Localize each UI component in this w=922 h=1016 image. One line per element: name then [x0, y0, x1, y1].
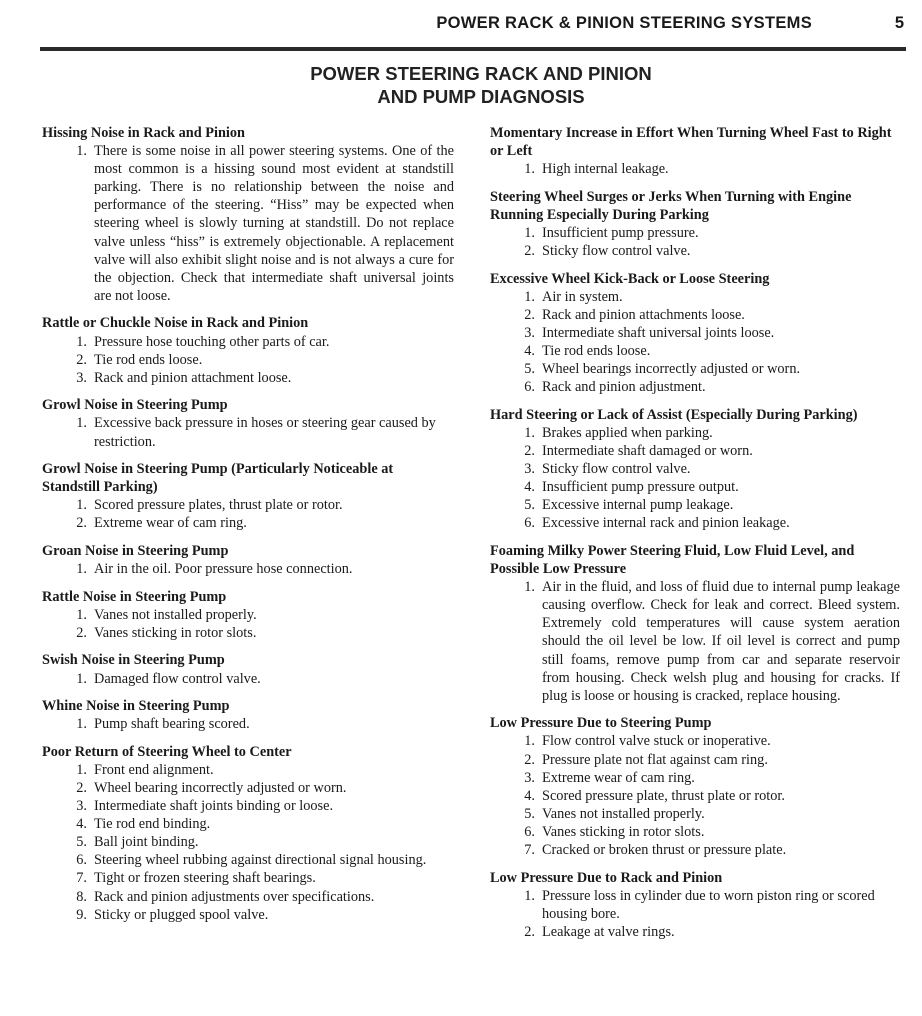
list-item-number: 2.	[524, 306, 535, 323]
section-heading: Hissing Noise in Rack and Pinion	[42, 125, 245, 141]
section-heading: Low Pressure Due to Steering Pump	[490, 715, 712, 732]
list-item-number: 1.	[76, 333, 87, 350]
list-item-text: Vanes not installed properly.	[542, 805, 705, 822]
list-item-text: Sticky flow control valve.	[542, 243, 691, 260]
section-heading: Steering Wheel Surges or Jerks When Turning with Engine Running Especially During Parking	[490, 188, 852, 223]
list-item	[490, 769, 900, 787]
list-item-number: 2.	[76, 624, 87, 641]
list-item-number: 2.	[524, 443, 535, 459]
list-item-number: 1.	[76, 415, 87, 432]
section-heading: Poor Return of Steering Wheel to Center	[42, 743, 292, 760]
list-item	[490, 514, 900, 532]
list-item	[42, 888, 454, 906]
list-item	[490, 224, 900, 242]
list-item	[42, 351, 454, 369]
list-item-number: 1.	[76, 670, 87, 687]
list-item-text: Extreme wear of cam ring.	[94, 515, 247, 532]
list-item	[42, 496, 454, 514]
list-item-number: 4.	[76, 816, 87, 833]
list-item-number: 7.	[76, 870, 87, 887]
list-item	[490, 732, 900, 750]
diagnosis-section	[42, 651, 454, 687]
diagnosis-section	[490, 188, 900, 260]
list-item	[42, 560, 454, 578]
list-item	[490, 306, 900, 324]
list-item-number: 2.	[524, 243, 535, 260]
page-header	[0, 14, 922, 38]
list-item-number: 5.	[524, 361, 535, 378]
list-item-text: Tie rod ends loose.	[94, 351, 203, 368]
section-heading: Low Pressure Due to Rack and Pinion	[490, 869, 723, 886]
list-item-text: Air in system.	[542, 288, 623, 305]
list-item	[490, 823, 900, 841]
list-item-text: Brakes applied when parking.	[542, 424, 713, 441]
list-item-text: There is some noise in all power steering systems. One of the most common is a hissing sound most evident at standstill parking. There is no relationship between the noise and performance of the steering. “Hiss” may be expected when steering wheel is slowly turning at standstill. Do not replace valve unless “hiss” is extremely objectionable. A replacement valve will also exhibit slight noise and is not always a cure for the objection. Check that intermediate shaft universal joints are not loose.	[94, 143, 454, 304]
list-item-number: 6.	[524, 379, 535, 396]
list-item-number: 2.	[76, 515, 87, 532]
list-item	[490, 923, 900, 941]
list-item-text: Intermediate shaft joints binding or loose.	[94, 798, 334, 815]
list-item	[490, 360, 900, 378]
list-item-number: 3.	[524, 769, 535, 786]
list-item-text: Vanes sticking in rotor slots.	[94, 624, 257, 641]
diagnosis-section	[42, 124, 454, 305]
list-item-text: Leakage at valve rings.	[542, 923, 675, 940]
list-item	[490, 787, 900, 805]
list-item	[42, 624, 454, 642]
list-item-number: 3.	[524, 324, 535, 341]
list-item-number: 4.	[524, 787, 535, 804]
list-item-number: 2.	[76, 780, 87, 796]
list-item	[490, 841, 900, 859]
list-item-text: Flow control valve stuck or inoperative.	[542, 733, 771, 750]
section-heading: Rattle or Chuckle Noise in Rack and Pinion	[42, 315, 309, 332]
list-item-number: 6.	[76, 852, 87, 869]
list-item-number: 8.	[76, 888, 87, 905]
list-item-number: 5.	[524, 805, 535, 822]
list-item	[42, 815, 454, 833]
list-item-number: 9.	[76, 906, 87, 923]
section-heading: Whine Noise in Steering Pump	[42, 698, 230, 715]
list-item-number: 3.	[524, 461, 535, 478]
list-item-text: Air in the oil. Poor pressure hose connection.	[94, 561, 353, 578]
list-item-text: Excessive back pressure in hoses or steering gear caused by restriction.	[94, 415, 436, 450]
list-item-number: 1.	[76, 143, 87, 160]
right-column	[490, 124, 900, 950]
list-item	[490, 578, 900, 705]
diagnosis-section	[490, 869, 900, 941]
diagnosis-section	[42, 542, 454, 578]
list-item-text: Pressure plate not flat against cam ring.	[542, 751, 768, 768]
list-item-text: Insufficient pump pressure.	[542, 224, 699, 241]
list-item	[42, 833, 454, 851]
section-heading: Groan Noise in Steering Pump	[42, 542, 229, 559]
list-item-text: Excessive internal pump leakage.	[542, 497, 734, 514]
list-item-text: Insufficient pump pressure output.	[542, 479, 739, 496]
section-heading: Momentary Increase in Effort When Turning Wheel Fast to Right or Left	[490, 125, 892, 160]
list-item-text: Sticky flow control valve.	[542, 461, 691, 478]
running-header-title: POWER RACK & PINION STEERING SYSTEMS	[436, 14, 812, 32]
section-heading: Rattle Noise in Steering Pump	[42, 588, 227, 605]
list-item	[42, 414, 454, 450]
list-item-number: 1.	[76, 761, 87, 778]
list-item-text: Steering wheel rubbing against directional signal housing.	[94, 852, 427, 869]
list-item-text: Cracked or broken thrust or pressure plate.	[542, 841, 787, 858]
list-item-text: Rack and pinion attachments loose.	[542, 306, 745, 323]
list-item	[490, 460, 900, 478]
list-item-text: Pressure hose touching other parts of car.	[94, 333, 330, 350]
list-item	[490, 342, 900, 360]
list-item-number: 1.	[524, 224, 535, 241]
list-item	[42, 333, 454, 351]
list-item-text: Intermediate shaft damaged or worn.	[542, 443, 753, 459]
list-item-text: Pump shaft bearing scored.	[94, 716, 250, 733]
list-item-number: 1.	[76, 561, 87, 578]
diagnosis-section	[42, 396, 454, 450]
header-rule	[40, 47, 906, 51]
list-item	[42, 514, 454, 532]
section-heading: Foaming Milky Power Steering Fluid, Low Fluid Level, and Possible Low Pressure	[490, 542, 855, 578]
page-title	[0, 62, 922, 108]
list-item-text: Ball joint binding.	[94, 834, 199, 851]
list-item-number: 1.	[76, 497, 87, 514]
list-item-number: 1.	[76, 716, 87, 733]
list-item-text: Tight or frozen steering shaft bearings.	[94, 870, 316, 887]
page-number: 5	[894, 14, 904, 32]
list-item	[490, 496, 900, 514]
list-item-text: Tie rod ends loose.	[542, 343, 651, 360]
list-item	[490, 424, 900, 442]
left-column	[42, 124, 454, 933]
list-item-text: Rack and pinion attachment loose.	[94, 369, 292, 386]
list-item-number: 3.	[76, 369, 87, 386]
list-item-text: Vanes not installed properly.	[94, 606, 257, 623]
list-item-text: Air in the fluid, and loss of fluid due to internal pump leakage causing overflow. Check for leak and correct. Bleed system. Extremely cold temperatures will cause system aeration should the oil level be low. If oil level is correct and pump still foams, remove pump from car and separate reservoir from housing. Check welsh plug and housing for cracks. If plug is loose or housing is cracked, replace housing.	[542, 579, 900, 704]
list-item	[42, 779, 454, 797]
section-heading: Growl Noise in Steering Pump	[42, 397, 228, 414]
list-item	[490, 324, 900, 342]
list-item-text: Sticky or plugged spool valve.	[94, 906, 269, 923]
list-item-text: Excessive internal rack and pinion leakage.	[542, 515, 790, 532]
list-item	[490, 805, 900, 823]
list-item-number: 3.	[76, 798, 87, 815]
list-item-number: 2.	[524, 751, 535, 768]
diagnosis-section	[42, 697, 454, 733]
diagnosis-section	[490, 406, 900, 533]
list-item-number: 7.	[524, 841, 535, 858]
page-title-line-1: POWER STEERING RACK AND PINION	[310, 63, 652, 84]
diagnosis-section	[490, 542, 900, 705]
list-item	[490, 288, 900, 306]
diagnosis-section	[490, 124, 900, 178]
list-item-number: 2.	[76, 351, 87, 368]
list-item	[490, 242, 900, 260]
list-item-number: 5.	[76, 834, 87, 851]
list-item-number: 1.	[524, 288, 535, 305]
list-item-number: 4.	[524, 479, 535, 496]
list-item-text: Rack and pinion adjustments over specifications.	[94, 888, 375, 905]
page-title-line-2: AND PUMP DIAGNOSIS	[377, 86, 585, 107]
list-item-number: 4.	[524, 343, 535, 360]
list-item-text: High internal leakage.	[542, 161, 669, 178]
list-item	[490, 751, 900, 769]
diagnosis-section	[42, 743, 454, 924]
list-item-number: 1.	[524, 579, 535, 596]
list-item	[42, 715, 454, 733]
list-item-number: 1.	[76, 606, 87, 623]
list-item-text: Vanes sticking in rotor slots.	[542, 823, 705, 840]
list-item-number: 1.	[524, 887, 535, 904]
diagnosis-section	[490, 270, 900, 397]
section-heading: Hard Steering or Lack of Assist (Especially During Parking)	[490, 406, 858, 423]
list-item	[42, 869, 454, 887]
list-item	[42, 606, 454, 624]
section-heading: Swish Noise in Steering Pump	[42, 652, 225, 669]
list-item-number: 6.	[524, 823, 535, 840]
list-item	[42, 797, 454, 815]
list-item-number: 2.	[524, 923, 535, 940]
list-item-text: Front end alignment.	[94, 761, 214, 778]
section-heading: Excessive Wheel Kick-Back or Loose Steering	[490, 270, 770, 287]
list-item-number: 1.	[524, 161, 535, 178]
list-item	[490, 887, 900, 923]
list-item-text: Wheel bearings incorrectly adjusted or worn.	[542, 361, 801, 378]
list-item-text: Extreme wear of cam ring.	[542, 769, 695, 786]
list-item	[42, 851, 454, 869]
list-item-number: 5.	[524, 497, 535, 514]
list-item-number: 1.	[524, 733, 535, 750]
diagnosis-section	[42, 314, 454, 386]
list-item-text: Scored pressure plate, thrust plate or rotor.	[542, 787, 785, 804]
list-item	[42, 142, 454, 305]
list-item-text: Damaged flow control valve.	[94, 670, 261, 687]
list-item-number: 1.	[524, 424, 535, 441]
list-item	[42, 906, 454, 924]
list-item	[490, 442, 900, 460]
diagnosis-section	[42, 588, 454, 642]
list-item	[42, 369, 454, 387]
list-item-number: 6.	[524, 515, 535, 532]
diagnosis-section	[490, 714, 900, 859]
diagnosis-section	[42, 460, 454, 532]
list-item-text: Pressure loss in cylinder due to worn piston ring or scored housing bore.	[542, 887, 875, 922]
list-item	[490, 478, 900, 496]
list-item-text: Wheel bearing incorrectly adjusted or worn.	[94, 780, 347, 796]
list-item-text: Scored pressure plates, thrust plate or rotor.	[94, 497, 343, 514]
list-item	[42, 761, 454, 779]
list-item-text: Intermediate shaft universal joints loose.	[542, 324, 775, 341]
list-item-text: Tie rod end binding.	[94, 816, 211, 833]
list-item-text: Rack and pinion adjustment.	[542, 379, 706, 396]
section-heading: Growl Noise in Steering Pump (Particularly Noticeable at Standstill Parking)	[42, 461, 394, 496]
list-item	[490, 160, 900, 178]
list-item	[490, 378, 900, 396]
list-item	[42, 670, 454, 688]
